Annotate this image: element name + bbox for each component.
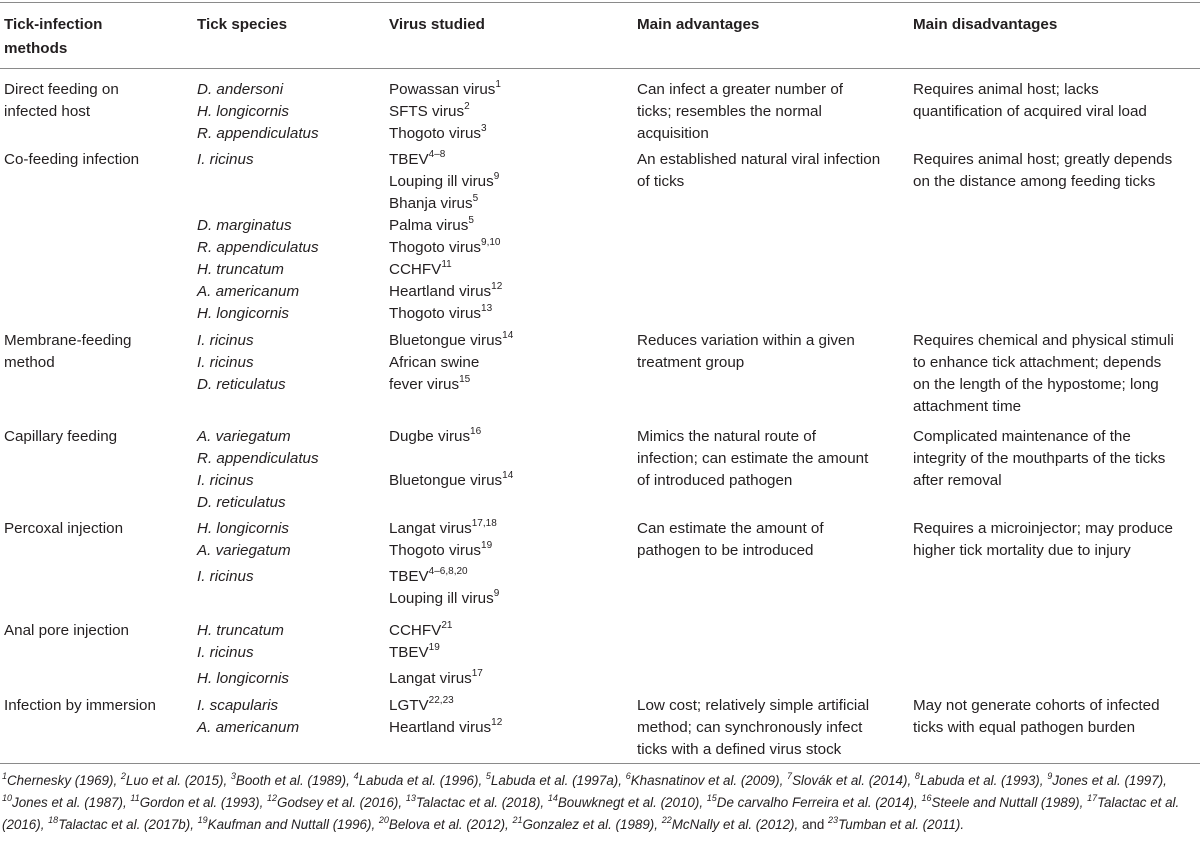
virus-name: African swine bbox=[389, 354, 480, 371]
virus-reference: 17,18 bbox=[471, 517, 497, 529]
footnote-item bbox=[197, 814, 372, 832]
footnote-citation: Talactac et al. (2016) bbox=[2, 795, 1180, 832]
virus-reference: 3 bbox=[481, 122, 487, 134]
method-cell: Infection by immersion bbox=[4, 697, 156, 714]
virus-name: Louping ill virus bbox=[389, 173, 494, 190]
virus-cell bbox=[389, 259, 452, 281]
virus-reference: 19 bbox=[428, 641, 440, 653]
species-cell: I. ricinus bbox=[197, 151, 254, 168]
footnote-ref: 4 bbox=[353, 770, 359, 781]
footnote-citation: Tumban et al. (2011) bbox=[838, 817, 961, 832]
method-cell: Direct feeding on bbox=[4, 81, 119, 98]
disadvantages-cell: on the length of the hypostome; long bbox=[913, 376, 1159, 393]
footnote-citation: Steele and Nuttall (1989) bbox=[931, 795, 1080, 810]
species-cell: A. variegatum bbox=[197, 428, 291, 445]
footnote-ref: 21 bbox=[512, 814, 523, 825]
species-cell: H. longicornis bbox=[197, 670, 290, 687]
virus-cell bbox=[389, 193, 478, 215]
virus-reference: 19 bbox=[481, 539, 493, 551]
virus-reference: 5 bbox=[468, 214, 474, 226]
footnote-item bbox=[267, 792, 399, 810]
footnote-ref: 7 bbox=[787, 770, 793, 781]
disadvantages-cell: Requires animal host; lacks bbox=[913, 81, 1099, 98]
footnote-item bbox=[405, 792, 541, 810]
disadvantages-cell: to enhance tick attachment; depends bbox=[913, 354, 1162, 371]
advantages-cell: method; can synchronously infect bbox=[637, 719, 863, 736]
footnote-ref: 12 bbox=[267, 792, 278, 803]
footnote-ref: 22 bbox=[661, 814, 672, 825]
method-cell: Co-feeding infection bbox=[4, 151, 140, 168]
disadvantages-cell: Requires animal host; greatly depends bbox=[913, 151, 1173, 168]
footnote-item bbox=[512, 814, 655, 832]
virus-name: Thogoto virus bbox=[389, 125, 482, 142]
footnote-citation: Belova et al. (2012) bbox=[388, 817, 506, 832]
virus-reference: 14 bbox=[502, 469, 514, 481]
advantages-cell: ticks; resembles the normal bbox=[637, 103, 822, 120]
virus-name: Louping ill virus bbox=[389, 590, 494, 607]
header-disadvantages: Main disadvantages bbox=[913, 16, 1058, 33]
advantages-cell: An established natural viral infection bbox=[637, 151, 881, 168]
virus-reference: 9 bbox=[493, 587, 500, 599]
footnote-ref: 1 bbox=[2, 770, 8, 781]
header-method-line-1: Tick-infection bbox=[4, 16, 103, 33]
footnote-item bbox=[914, 770, 1040, 788]
species-cell: A. variegatum bbox=[197, 542, 291, 559]
species-cell: D. andersoni bbox=[197, 81, 284, 98]
virus-reference: 22,23 bbox=[428, 694, 454, 706]
virus-name: Thogoto virus bbox=[389, 305, 482, 322]
virus-name: Powassan virus bbox=[389, 81, 496, 98]
virus-cell bbox=[389, 642, 440, 664]
virus-reference: 12 bbox=[491, 280, 503, 292]
species-cell: D. reticulatus bbox=[197, 494, 286, 511]
footnote-citation: Booth et al. (1989) bbox=[235, 773, 347, 788]
species-cell: I. ricinus bbox=[197, 332, 254, 349]
footnote-citation: Talactac et al. (2017b) bbox=[58, 817, 191, 832]
advantages-cell: pathogen to be introduced bbox=[637, 542, 814, 559]
header-advantages: Main advantages bbox=[637, 16, 760, 33]
footnote-citation: Talactac et al. (2018) bbox=[415, 795, 541, 810]
virus-name: TBEV bbox=[389, 151, 429, 168]
footnote-citation: Khasnatinov et al. (2009) bbox=[630, 773, 780, 788]
disadvantages-cell: integrity of the mouthparts of the ticks bbox=[913, 450, 1166, 467]
virus-reference: 15 bbox=[459, 373, 471, 385]
footnote-ref: 18 bbox=[48, 814, 59, 825]
advantages-cell: acquisition bbox=[637, 125, 709, 142]
footnote-ref: 10 bbox=[2, 792, 13, 803]
advantages-cell: of introduced pathogen bbox=[637, 472, 793, 489]
footnote-item bbox=[2, 770, 114, 788]
virus-reference: 4–6,8,20 bbox=[428, 565, 468, 577]
disadvantages-cell: attachment time bbox=[913, 398, 1022, 415]
footnote-item bbox=[828, 814, 961, 832]
virus-reference: 16 bbox=[470, 425, 482, 437]
virus-cell bbox=[389, 149, 445, 171]
species-cell: H. longicornis bbox=[197, 103, 290, 120]
advantages-cell: Low cost; relatively simple artificial bbox=[637, 697, 870, 714]
footnote-ref: 5 bbox=[485, 770, 491, 781]
species-cell: H. longicornis bbox=[197, 305, 290, 322]
species-cell: R. appendiculatus bbox=[197, 450, 319, 467]
virus-name: Thogoto virus bbox=[389, 239, 482, 256]
virus-cell bbox=[389, 426, 481, 448]
species-cell: H. truncatum bbox=[197, 261, 284, 278]
virus-cell bbox=[389, 518, 497, 540]
footnote-citation: Luo et al. (2015) bbox=[125, 773, 224, 788]
advantages-cell: Reduces variation within a given bbox=[637, 332, 855, 349]
virus-name: TBEV bbox=[389, 568, 429, 585]
footnote-conjunction: and bbox=[801, 817, 825, 832]
footnote-citation: Kaufman and Nuttall (1996) bbox=[207, 817, 372, 832]
footnote-ref: 14 bbox=[547, 792, 558, 803]
virus-cell bbox=[389, 540, 492, 562]
virus-reference: 9,10 bbox=[481, 236, 501, 248]
virus-name: Bhanja virus bbox=[389, 195, 473, 212]
virus-cell bbox=[389, 237, 500, 259]
virus-cell bbox=[389, 470, 513, 492]
virus-cell bbox=[389, 620, 452, 642]
species-cell: D. reticulatus bbox=[197, 376, 286, 393]
virus-name: Langat virus bbox=[389, 670, 472, 687]
footnote-item bbox=[130, 792, 260, 810]
virus-name: CCHFV bbox=[389, 261, 442, 278]
virus-reference: 1 bbox=[495, 78, 501, 90]
virus-cell bbox=[389, 79, 501, 101]
header-species: Tick species bbox=[197, 16, 288, 33]
footnote-item bbox=[120, 770, 224, 788]
virus-cell bbox=[389, 281, 502, 303]
footnote-item bbox=[1047, 770, 1164, 788]
footnote-ref: 6 bbox=[625, 770, 631, 781]
footnote-citation: Labuda et al. (1997a) bbox=[490, 773, 619, 788]
footnote-ref: 16 bbox=[921, 792, 932, 803]
disadvantages-cell: ticks with equal pathogen burden bbox=[913, 719, 1136, 736]
species-cell: I. ricinus bbox=[197, 472, 254, 489]
table-bottom-rule bbox=[0, 763, 1200, 764]
footnote-item bbox=[921, 792, 1080, 810]
footnote-item bbox=[485, 770, 619, 788]
footnote-item bbox=[661, 814, 795, 832]
virus-reference: 2 bbox=[464, 100, 470, 112]
species-cell: R. appendiculatus bbox=[197, 125, 319, 142]
footnote-ref: 13 bbox=[405, 792, 416, 803]
virus-cell bbox=[389, 717, 502, 739]
advantages-cell: Can infect a greater number of bbox=[637, 81, 843, 98]
footnote-item bbox=[2, 792, 123, 810]
footnote-citation: De carvalho Ferreira et al. (2014) bbox=[716, 795, 915, 810]
species-cell: A. americanum bbox=[197, 719, 300, 736]
footnote-citation: Jones et al. (1997) bbox=[1052, 773, 1164, 788]
footnote-ref: 11 bbox=[130, 792, 140, 803]
virus-name: fever virus bbox=[389, 376, 460, 393]
disadvantages-cell: quantification of acquired viral load bbox=[913, 103, 1147, 120]
virus-reference: 14 bbox=[502, 329, 514, 341]
advantages-cell: Mimics the natural route of bbox=[637, 428, 816, 445]
footnote-citation: Chernesky (1969) bbox=[7, 773, 114, 788]
virus-name: Langat virus bbox=[389, 520, 472, 537]
virus-name: LGTV bbox=[389, 697, 429, 714]
advantages-cell: infection; can estimate the amount bbox=[637, 450, 869, 467]
virus-name: SFTS virus bbox=[389, 103, 465, 120]
footnote-ref: 2 bbox=[120, 770, 126, 781]
species-cell: A. americanum bbox=[197, 283, 300, 300]
species-cell: I. scapularis bbox=[197, 697, 279, 714]
header-virus: Virus studied bbox=[389, 16, 485, 33]
virus-cell bbox=[389, 695, 454, 717]
footnote-item bbox=[787, 770, 908, 788]
method-cell: Percoxal injection bbox=[4, 520, 124, 537]
virus-name: Heartland virus bbox=[389, 719, 492, 736]
virus-cell bbox=[389, 171, 499, 193]
method-cell: method bbox=[4, 354, 55, 371]
species-cell: I. ricinus bbox=[197, 354, 254, 371]
disadvantages-cell: May not generate cohorts of infected bbox=[913, 697, 1160, 714]
footnote-item bbox=[230, 770, 347, 788]
footnote-item bbox=[706, 792, 915, 810]
virus-cell bbox=[389, 668, 483, 690]
footnote-citation: Gordon et al. (1993) bbox=[139, 795, 260, 810]
virus-reference: 4–8 bbox=[428, 148, 446, 160]
method-cell: infected host bbox=[4, 103, 91, 120]
virus-cell bbox=[389, 352, 479, 374]
method-cell: Membrane-feeding bbox=[4, 332, 132, 349]
virus-reference: 13 bbox=[481, 302, 493, 314]
advantages-cell: of ticks bbox=[637, 173, 685, 190]
virus-reference: 21 bbox=[441, 619, 453, 631]
virus-cell bbox=[389, 566, 468, 588]
virus-cell bbox=[389, 215, 474, 237]
footnote-citation: Godsey et al. (2016) bbox=[277, 795, 399, 810]
footnote-item bbox=[353, 770, 479, 788]
virus-cell bbox=[389, 303, 492, 325]
footnote-citation: Jones et al. (1987) bbox=[12, 795, 123, 810]
virus-name: Bluetongue virus bbox=[389, 472, 503, 489]
advantages-cell: treatment group bbox=[637, 354, 745, 371]
virus-name: CCHFV bbox=[389, 622, 442, 639]
virus-reference: 11 bbox=[441, 258, 452, 270]
footnote-ref: 20 bbox=[378, 814, 389, 825]
disadvantages-cell: Requires chemical and physical stimuli bbox=[913, 332, 1174, 349]
disadvantages-cell: higher tick mortality due to injury bbox=[913, 542, 1131, 559]
species-cell: R. appendiculatus bbox=[197, 239, 319, 256]
virus-cell bbox=[389, 123, 487, 145]
method-cell: Capillary feeding bbox=[4, 428, 118, 445]
virus-name: Dugbe virus bbox=[389, 428, 471, 445]
footnotes: $^1$Chernesky (1969), $^2$Luo et al. (2015), $^3$Booth et al. (1989), $^4$Labuda et al. (1996), $^5$Labuda et al. (1997a), $^6$Khasnatinov et al. (2009), $^7$Slovák et al. (2014), $^8$Labuda et al. (1993), $^9$Jones et al. (1997), $^{10}$Jones et al. (1987), $^{11}$Gordon et al. (1993), $^{12}$Godsey et al. (2016), $^{13}$Talactac et al. (2018), $^{14}$Bouwknegt et al. (2010), $^{15}$De carvalho Ferreira et al. (2014), $^{16}$Steele and Nuttall (1989), $^{17}$Talactac et al. (2016), $^{18}$Talactac et al. (2017b), $^{19}$Kaufman and Nuttall (1996), $^{20}$Belova et al. (2012), $^{21}$Gonzalez et al. (1989), $^{22}$McNally et al. (2012), and $^{23}$Tumban et al. (2011). bbox=[2, 770, 1180, 832]
header-bottom-rule bbox=[0, 68, 1200, 69]
virus-cell bbox=[389, 588, 499, 610]
virus-name: Bluetongue virus bbox=[389, 332, 503, 349]
footnote-item bbox=[547, 792, 700, 810]
virus-reference: 12 bbox=[491, 716, 503, 728]
footnote-item bbox=[625, 770, 780, 788]
footnote-item bbox=[48, 814, 191, 832]
footnote-citation: Gonzalez et al. (1989) bbox=[522, 817, 655, 832]
footnote-ref: 23 bbox=[828, 814, 839, 825]
virus-name: Palma virus bbox=[389, 217, 469, 234]
virus-reference: 17 bbox=[471, 667, 483, 679]
virus-cell bbox=[389, 374, 470, 396]
footnote-ref: 19 bbox=[197, 814, 208, 825]
footnote-ref: 9 bbox=[1047, 770, 1053, 781]
footnote-item bbox=[378, 814, 506, 832]
table-top-rule bbox=[0, 2, 1200, 3]
disadvantages-cell: Requires a microinjector; may produce bbox=[913, 520, 1173, 537]
virus-reference: 5 bbox=[472, 192, 479, 204]
disadvantages-cell: Complicated maintenance of the bbox=[913, 428, 1131, 445]
footnote-ref: 15 bbox=[706, 792, 717, 803]
footnote-citation: Slovák et al. (2014) bbox=[792, 773, 908, 788]
virus-name: Thogoto virus bbox=[389, 542, 482, 559]
disadvantages-cell: after removal bbox=[913, 472, 1002, 489]
virus-cell bbox=[389, 101, 470, 123]
species-cell: I. ricinus bbox=[197, 644, 254, 661]
header-method-line-2: methods bbox=[4, 40, 68, 57]
virus-name: TBEV bbox=[389, 644, 429, 661]
species-cell: D. marginatus bbox=[197, 217, 292, 234]
footnote-ref: 8 bbox=[914, 770, 920, 781]
footnote-citation: McNally et al. (2012) bbox=[671, 817, 795, 832]
footnote-ref: 3 bbox=[230, 770, 236, 781]
advantages-cell: Can estimate the amount of bbox=[637, 520, 824, 537]
footnote-citation: Labuda et al. (1993) bbox=[919, 773, 1040, 788]
virus-cell bbox=[389, 330, 513, 352]
virus-reference: 9 bbox=[493, 170, 500, 182]
virus-name: Heartland virus bbox=[389, 283, 492, 300]
species-cell: I. ricinus bbox=[197, 568, 254, 585]
method-cell: Anal pore injection bbox=[4, 622, 129, 639]
disadvantages-cell: on the distance among feeding ticks bbox=[913, 173, 1156, 190]
advantages-cell: ticks with a defined virus stock bbox=[637, 741, 842, 758]
species-cell: H. truncatum bbox=[197, 622, 284, 639]
footnote-citation: Bouwknegt et al. (2010) bbox=[557, 795, 700, 810]
footnote-citation: Labuda et al. (1996) bbox=[358, 773, 479, 788]
species-cell: H. longicornis bbox=[197, 520, 290, 537]
footnote-ref: 17 bbox=[1087, 792, 1098, 803]
